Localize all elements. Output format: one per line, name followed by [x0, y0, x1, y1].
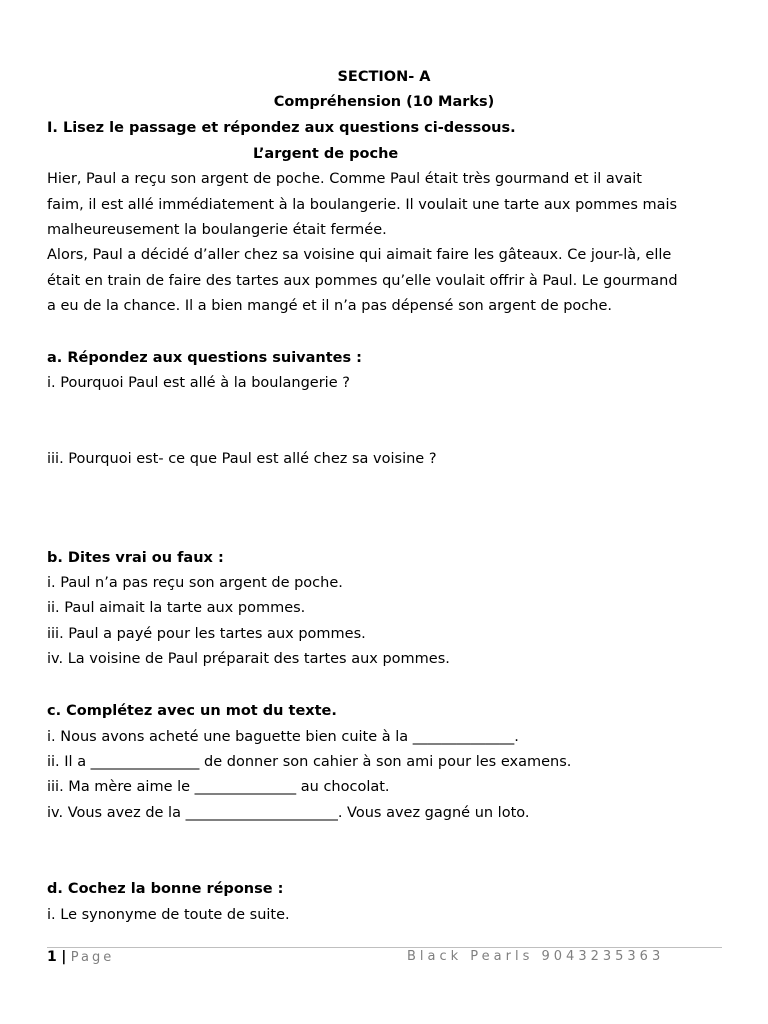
passage-line: faim, il est allé immédiatement à la boulangerie. Il voulait une tarte aux pommes mais	[47, 197, 678, 213]
page-separator: |	[61, 949, 67, 965]
passage-line: Alors, Paul a décidé d’aller chez sa voisine qui aimait faire les gâteaux. Ce jour-là, elle	[47, 247, 672, 263]
true-false-item: iii. Paul a payé pour les tartes aux pommes.	[47, 626, 366, 642]
passage-line: a eu de la chance. Il a bien mangé et il n’a pas dépensé son argent de poche.	[47, 298, 612, 314]
instruction-heading: I. Lisez le passage et répondez aux questions ci-dessous.	[47, 120, 516, 136]
passage-line: Hier, Paul a reçu son argent de poche. Comme Paul était très gourmand et il avait	[47, 171, 642, 187]
footer-page-number	[47, 948, 114, 967]
question-item: i. Pourquoi Paul est allé à la boulangerie ?	[47, 375, 350, 391]
question-item: iii. Pourquoi est- ce que Paul est allé chez sa voisine ?	[47, 451, 437, 467]
true-false-item: i. Paul n’a pas reçu son argent de poche.	[47, 575, 343, 591]
true-false-item: iv. La voisine de Paul préparait des tartes aux pommes.	[47, 651, 450, 667]
section-a-heading: a. Répondez aux questions suivantes :	[47, 350, 362, 366]
passage-title: L’argent de poche	[253, 146, 399, 162]
page-label: Page	[70, 950, 115, 965]
footer-branding: Black Pearls 9043235363	[407, 949, 665, 964]
fill-blank-item: ii. Il a _______________ de donner son cahier à son ami pour les examens.	[47, 754, 572, 770]
passage-line: malheureusement la boulangerie était fermée.	[47, 222, 387, 238]
section-d-heading: d. Cochez la bonne réponse :	[47, 881, 284, 897]
page-number: 1	[47, 949, 57, 965]
passage-line: était en train de faire des tartes aux pommes qu’elle voulait offrir à Paul. Le gourmand	[47, 273, 678, 289]
fill-blank-item: i. Nous avons acheté une baguette bien cuite à la ______________.	[47, 729, 519, 745]
section-title: SECTION- A	[337, 69, 431, 85]
true-false-item: ii. Paul aimait la tarte aux pommes.	[47, 600, 306, 616]
comprehension-subtitle: Compréhension (10 Marks)	[273, 94, 495, 110]
section-b-heading: b. Dites vrai ou faux :	[47, 550, 224, 566]
fill-blank-item: iv. Vous avez de la _____________________. Vous avez gagné un loto.	[47, 805, 530, 821]
fill-blank-item: iii. Ma mère aime le ______________ au chocolat.	[47, 779, 390, 795]
multiple-choice-item: i. Le synonyme de toute de suite.	[47, 907, 290, 923]
section-c-heading: c. Complétez avec un mot du texte.	[47, 703, 337, 719]
